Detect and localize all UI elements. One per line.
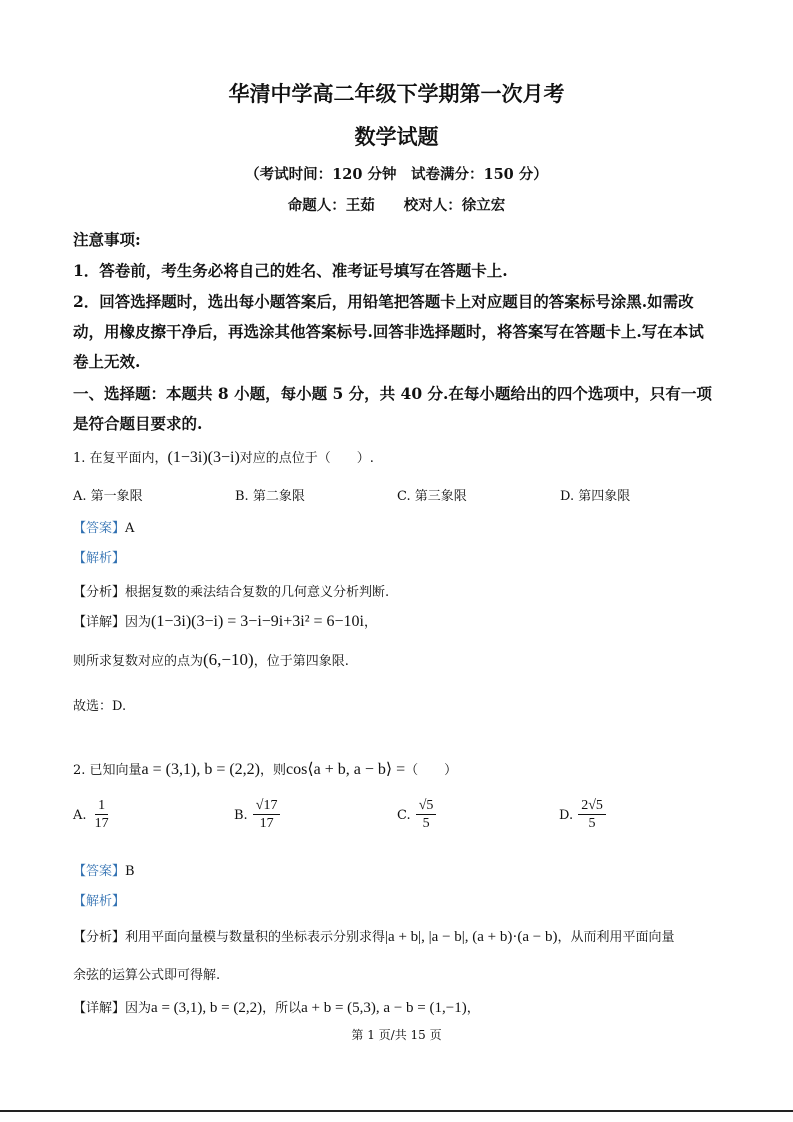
q1-answer: [73, 517, 134, 536]
section-heading-line1: 一、选择题：本题共 8 小题，每小题 5 分，共 40 分.在每小题给出的四个选项中，只有一项: [73, 384, 712, 403]
question-1: [73, 447, 374, 467]
q2-option-c-fraction: [416, 797, 437, 832]
q1-fenxi-text: 根据复数的乘法结合复数的几何意义分析判断.: [125, 585, 390, 600]
section-heading-line2: 是符合题目要求的.: [73, 414, 203, 433]
question-2-prefix: 2. 已知向量: [73, 763, 142, 778]
q2-option-b-fraction: [253, 797, 281, 832]
note-item-2-line1: 2．回答选择题时，选出每小题答案后，用铅笔把答题卡上对应题目的答案标号涂黑.如需改: [73, 292, 694, 311]
q2-detail-prefix: 因为: [125, 1001, 152, 1016]
q2-option-a-fraction: [92, 797, 112, 832]
q2-detail-expression-1: a = (3,1), b = (2,2): [151, 1000, 263, 1016]
q1-point: [73, 650, 349, 670]
question-1-prefix: 1. 在复平面内，: [73, 451, 168, 466]
notes-heading: 注意事项:: [73, 230, 141, 249]
question-2-mid: ，则: [260, 763, 287, 778]
q1-point-suffix: ，位于第四象限.: [253, 654, 349, 669]
q2-answer: [73, 860, 135, 879]
q2-option-a: [73, 797, 112, 832]
q1-option-c: C. 第三象限: [397, 489, 467, 504]
q2-fenxi-line2: 余弦的运算公式即可得解.: [73, 968, 221, 983]
q1-detail-prefix: 因为: [125, 615, 152, 630]
q1-fenxi-tag: 【分析】: [73, 585, 126, 600]
q2-option-d-label: D.: [559, 808, 574, 823]
q1-detail: [73, 611, 377, 631]
q2-detail-suffix: ，: [466, 1001, 480, 1016]
q2-option-d-denominator: 5: [588, 816, 596, 831]
page-bottom-rule: [0, 1110, 793, 1112]
q2-option-c-denominator: 5: [422, 816, 430, 831]
question-2-cos-expression: cos⟨a + b, a − b⟩ =: [286, 761, 406, 778]
question-2-suffix: （ ）: [405, 763, 458, 778]
q1-option-d: D. 第四象限: [560, 489, 631, 504]
q2-option-d-numerator: 2√5: [578, 797, 606, 815]
q2-detail-tag: 【详解】: [73, 1001, 126, 1016]
q2-answer-tag: 【答案】: [73, 864, 126, 879]
q2-option-b-numerator: √17: [253, 797, 281, 815]
q1-detail-expression: (1−3i)(3−i) = 3−i−9i+3i² = 6−10i: [151, 613, 364, 630]
q2-option-c: [397, 797, 436, 832]
page-subtitle: 数学试题: [354, 124, 439, 149]
q1-detail-tag: 【详解】: [73, 615, 126, 630]
q2-detail-mid: ，所以: [262, 1001, 302, 1016]
exam-info: （考试时间：120 分钟 试卷满分：150 分）: [245, 166, 548, 183]
q1-analysis-tag: 【解析】: [73, 551, 126, 566]
q2-option-a-denominator: 17: [94, 816, 109, 831]
q2-option-a-numerator: 1: [95, 797, 108, 815]
note-item-1: 1．答卷前，考生务必将自己的姓名、准考证号填写在答题卡上.: [73, 261, 508, 280]
q1-answer-tag: 【答案】: [73, 521, 126, 536]
q1-option-b: B. 第二象限: [235, 489, 305, 504]
question-1-suffix: 对应的点位于（ ）.: [239, 451, 374, 466]
q2-fenxi-expression: |a + b|, |a − b|, (a + b)·(a − b): [385, 929, 558, 945]
q2-option-d: [559, 797, 606, 832]
page-footer: 第 1 页/共 15 页: [351, 1028, 442, 1042]
q1-choose: 故选：D.: [73, 699, 127, 714]
q2-detail-expression-2: a + b = (5,3), a − b = (1,−1): [301, 1000, 467, 1016]
q2-option-d-fraction: [578, 797, 606, 832]
q2-option-b-label: B.: [234, 808, 248, 823]
q1-fenxi: [73, 581, 389, 600]
exam-authors: 命题人：王茹 校对人：徐立宏: [287, 197, 506, 214]
question-2-vectors: a = (3,1), b = (2,2): [141, 761, 261, 778]
note-item-2-line3: 卷上无效.: [73, 352, 141, 371]
q2-fenxi-suffix: ，从而利用平面向量: [557, 930, 675, 945]
q2-option-a-label: A.: [73, 808, 87, 823]
q1-answer-value: A: [125, 521, 135, 536]
q2-fenxi-tag: 【分析】: [73, 930, 126, 945]
q2-option-c-label: C.: [397, 808, 411, 823]
q2-option-b-denominator: 17: [259, 816, 274, 831]
note-item-2-line2: 动，用橡皮擦干净后，再选涂其他答案标号.回答非选择题时，将答案写在答题卡上.写在本试: [73, 322, 704, 341]
q1-detail-suffix: ，: [364, 615, 378, 630]
q2-analysis-tag: 【解析】: [73, 894, 126, 909]
q2-answer-value: B: [125, 864, 135, 879]
q2-option-b: [234, 797, 280, 832]
question-1-expression: (1−3i)(3−i): [167, 449, 240, 466]
q2-fenxi: [73, 926, 675, 946]
question-2: [73, 759, 457, 779]
q1-option-a: A. 第一象限: [73, 489, 143, 504]
q1-point-prefix: 则所求复数对应的点为: [73, 654, 204, 669]
q2-detail: [73, 997, 480, 1017]
q1-point-expression: (6,−10): [203, 650, 254, 669]
q2-fenxi-prefix: 利用平面向量模与数量积的坐标表示分别求得: [125, 930, 386, 945]
page-title: 华清中学高二年级下学期第一次月考: [228, 81, 565, 106]
q2-option-c-numerator: √5: [416, 797, 437, 815]
